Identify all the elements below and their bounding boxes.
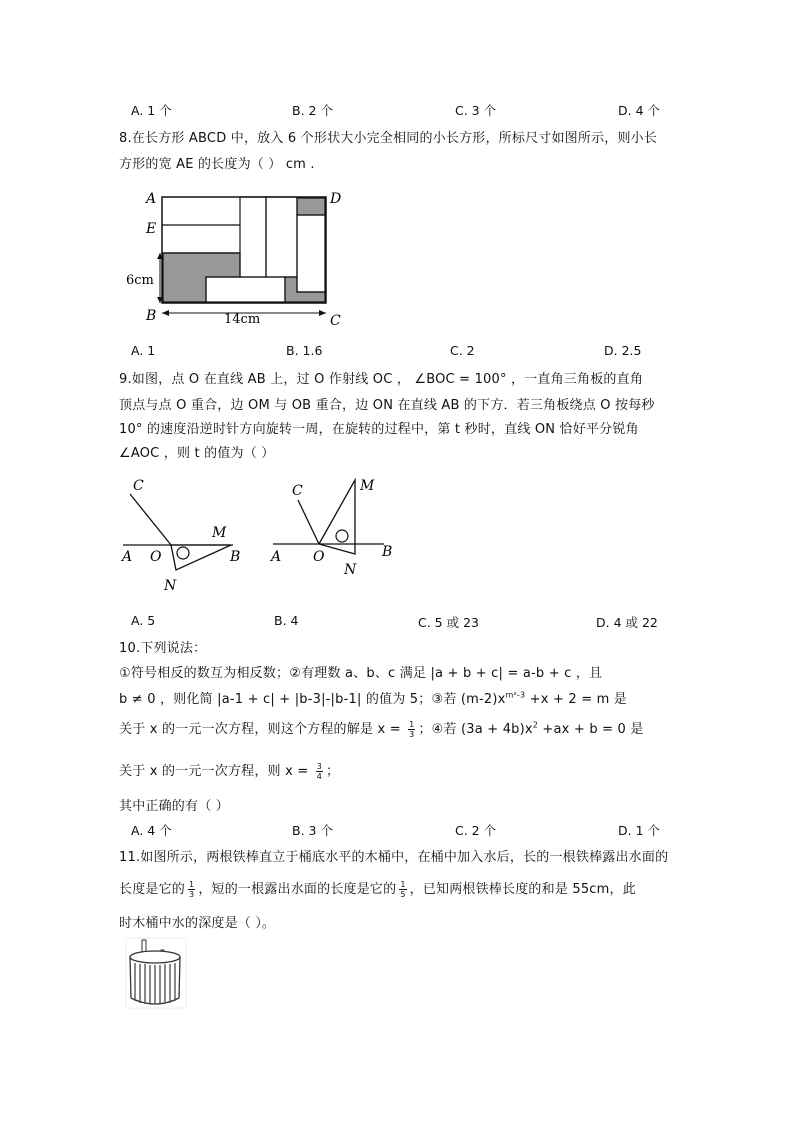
q8-label-height: 6cm — [126, 273, 154, 288]
q8-label-e: E — [146, 221, 157, 237]
q7-option-b: B. 2 个 — [292, 103, 333, 118]
q8-option-a: A. 1 — [131, 343, 156, 358]
q9r-label-o: O — [313, 549, 325, 565]
q10-option-c: C. 2 个 — [455, 823, 497, 838]
q9-text-line1: 9.如图，点 O 在直线 AB 上，过 O 作射线 OC ， ∠BOC = 100° ，一直角三角板的直角 — [119, 372, 644, 387]
q9r-label-b: B — [382, 544, 393, 560]
q10-option-d: D. 1 个 — [618, 823, 660, 838]
q9-figure-right — [266, 470, 406, 580]
q9l-label-b: B — [230, 549, 241, 565]
q11-text-line2: 长度是它的 $\frac{1}{3}$ ，短的一根露出水面的长度是它的 $\frac{1}{5}$ ，已知两根铁棒长度的和是 55cm，此 — [119, 880, 636, 899]
q9-option-d: D. 4 或 22 — [596, 615, 658, 630]
q9-text-line3: 10° 的速度沿逆时针方向旋转一周，在旋转的过程中，第 t 秒时，直线 ON 恰好平分锐角 — [119, 422, 639, 437]
q8-text-line2: 方形的宽 AE 的长度为（ ） cm . — [119, 157, 315, 172]
q10-text-line3: 关于 x 的一元一次方程，则这个方程的解是 x = $\frac{1}{3}$ ；④若 $(3a + 4b)x^2 +ax + b = 0$ 是 — [119, 720, 644, 739]
q8-label-d: D — [330, 191, 342, 207]
q10-text-line2: b ≠ 0 ，则化简 |a-1 + c| + |b-3|-|b-1| 的值为 5；③若 $(m-2)x^{m^2-3} +x + 2 = m$ 是 — [119, 690, 628, 707]
q8-text-line1: 8.在长方形 ABCD 中，放入 6 个形状大小完全相同的小长方形，所标尺寸如图所示，则小长 — [119, 131, 658, 146]
q8-option-c: C. 2 — [450, 343, 475, 358]
q9-figure-left — [118, 470, 248, 595]
q8-label-b: B — [146, 308, 157, 324]
q9l-label-o: O — [150, 549, 162, 565]
q9l-label-m: M — [212, 525, 227, 541]
q8-label-c: C — [330, 313, 341, 329]
q11-text-line3: 时木桶中水的深度是（ ）。 — [119, 916, 276, 931]
q11-text-line1: 11.如图所示，两根铁棒直立于桶底水平的木桶中，在桶中加入水后，长的一根铁棒露出水面的 — [119, 850, 669, 865]
q10-title: 10.下列说法： — [119, 641, 207, 656]
q10-text-line4: 关于 x 的一元一次方程，则 x = $\frac{3}{4}$ ； — [119, 762, 340, 781]
q9-option-a: A. 5 — [131, 613, 156, 628]
q11-bucket-figure — [126, 938, 188, 1010]
q9r-label-n: N — [344, 562, 357, 578]
q8-option-b: B. 1.6 — [286, 343, 323, 358]
q9l-label-n: N — [164, 578, 177, 594]
q9r-label-m: M — [360, 478, 375, 494]
q7-option-a: A. 1 个 — [131, 103, 172, 118]
q9r-label-a: A — [271, 549, 282, 565]
q10-text-line1: ①符号相反的数互为相反数；②有理数 a、b、c 满足 |a + b + c| = a-b + c ，且 — [119, 666, 603, 681]
q10-text-line5: 其中正确的有（ ） — [119, 799, 229, 814]
q9-text-line2: 顶点与点 O 重合，边 OM 与 OB 重合，边 ON 在直线 AB 的下方．若三角板绕点 O 按每秒 — [119, 398, 655, 413]
q10-option-a: A. 4 个 — [131, 823, 172, 838]
q8-figure-rectangle — [120, 185, 360, 330]
q9l-label-a: A — [122, 549, 133, 565]
q7-option-c: C. 3 个 — [455, 103, 497, 118]
q10-option-b: B. 3 个 — [292, 823, 333, 838]
q9l-label-c: C — [133, 478, 144, 494]
q9r-label-c: C — [292, 483, 303, 499]
q9-text-line4: ∠AOC ，则 t 的值为（ ） — [119, 446, 275, 461]
q9-option-c: C. 5 或 23 — [418, 615, 479, 630]
q8-label-width: 14cm — [224, 312, 261, 327]
q9-option-b: B. 4 — [274, 613, 299, 628]
q7-option-d: D. 4 个 — [618, 103, 660, 118]
q8-label-a: A — [146, 191, 157, 207]
q8-option-d: D. 2.5 — [604, 343, 642, 358]
